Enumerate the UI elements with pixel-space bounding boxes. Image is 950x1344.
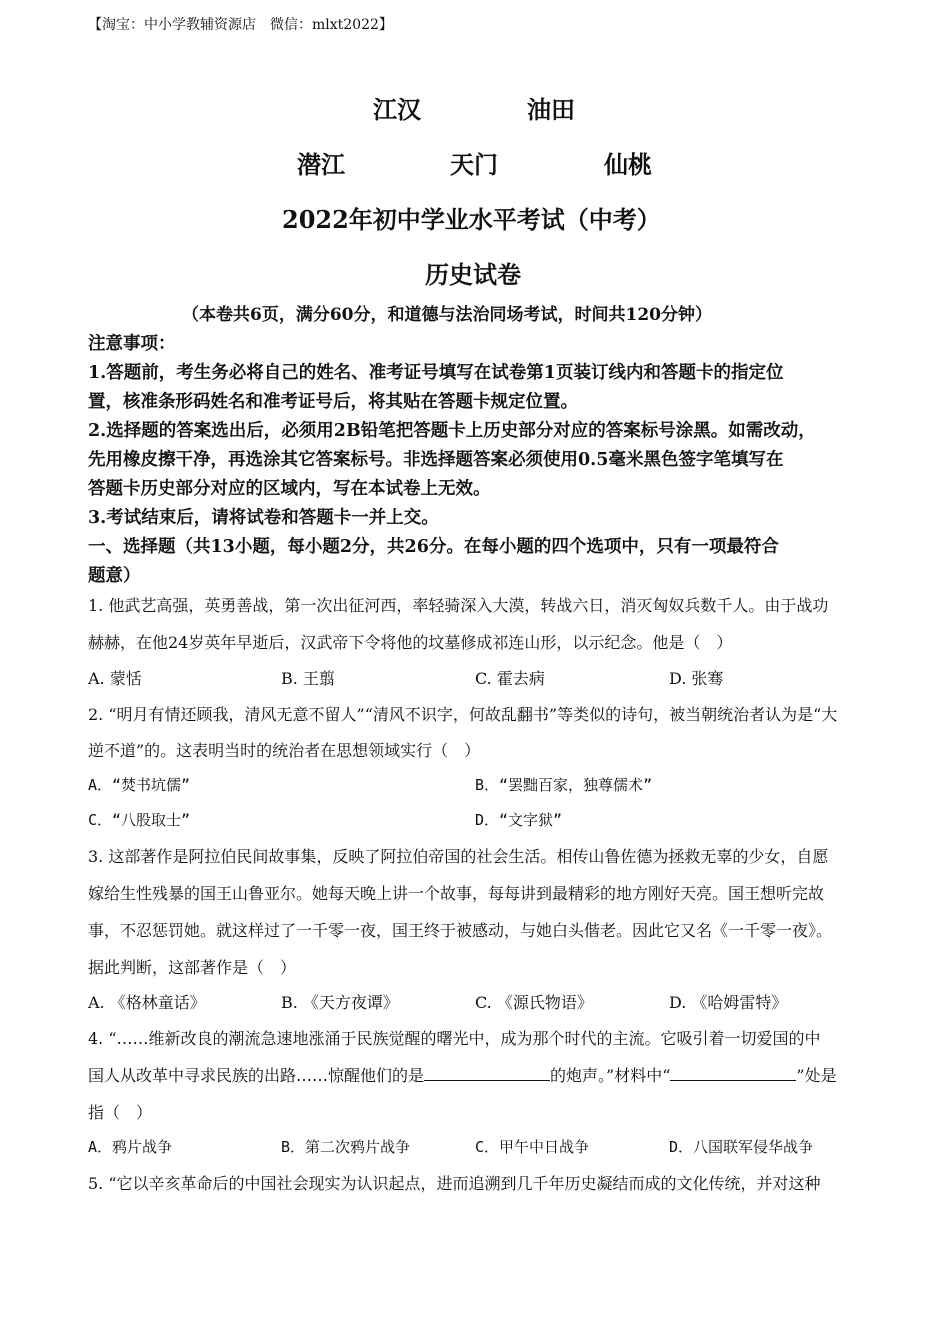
- q1-option-a: A. 蒙恬: [88, 669, 142, 688]
- section-heading-line-1: 一、选择题（共13小题，每小题2分，共26分。在每小题的四个选项中，只有一项最符合: [88, 537, 779, 557]
- notice-line-3: 2.选择题的答案选出后，必须用2B铅笔把答题卡上历史部分对应的答案标号涂黑。如需改动，: [88, 421, 816, 441]
- paper-title: 历史试卷: [425, 260, 521, 289]
- notice-heading: 注意事项：: [88, 334, 176, 354]
- section-heading-line-2: 题意）: [88, 566, 141, 586]
- q4-option-d: D．八国联军侵华战争: [669, 1138, 814, 1156]
- q1-option-c: C. 霍去病: [475, 669, 545, 688]
- q2-line-1: 2. “明月有情还顾我，清风无意不留人”“清风不识字，何故乱翻书”等类似的诗句，被当朝统治者认为是“大: [88, 705, 838, 724]
- q4-line-2-part-b: 的炮声。”材料中“: [550, 1066, 671, 1085]
- q4-line-2-part-c: ”处是: [796, 1066, 837, 1085]
- region-jianghan: 江汉: [373, 95, 421, 124]
- paper-note: （本卷共6页，满分60分，和道德与法治同场考试，时间共120分钟）: [182, 305, 712, 325]
- notice-line-2: 置，核准条形码姓名和准考证号后，将其贴在答题卡规定位置。: [88, 392, 578, 412]
- region-qianjiang: 潜江: [297, 150, 345, 179]
- q4-option-a: A．鸦片战争: [88, 1138, 173, 1156]
- q3-line-2: 嫁给生性残暴的国王山鲁亚尔。她每天晚上讲一个故事，每每讲到最精彩的地方刚好天亮。国王想听完故: [88, 884, 825, 903]
- q1-option-b: B. 王翦: [281, 669, 335, 688]
- q3-option-d: D. 《哈姆雷特》: [669, 993, 788, 1012]
- q4-blank-1: [424, 1065, 550, 1081]
- q4-blank-2: [670, 1065, 796, 1081]
- exam-title: 2022年初中学业水平考试（中考）: [282, 205, 661, 234]
- page-header: 【淘宝：中小学教辅资源店 微信：mlxt2022】: [88, 17, 393, 33]
- q2-option-b: B．“罢黜百家，独尊儒术”: [475, 776, 653, 794]
- q4-option-c: C．甲午中日战争: [475, 1138, 590, 1156]
- q3-option-c: C. 《源氏物语》: [475, 993, 593, 1012]
- q3-option-b: B. 《天方夜谭》: [281, 993, 399, 1012]
- notice-line-5: 答题卡历史部分对应的区域内，写在本试卷上无效。: [88, 479, 491, 499]
- q4-line-3: 指（ ）: [88, 1103, 153, 1122]
- region-youtian: 油田: [527, 95, 575, 124]
- q1-line-1: 1. 他武艺高强，英勇善战，第一次出征河西，率轻骑深入大漠，转战六日，消灭匈奴兵数千人。由于战功: [88, 596, 829, 615]
- q4-option-b: B．第二次鸦片战争: [281, 1138, 411, 1156]
- q1-option-d: D. 张骞: [669, 669, 724, 688]
- q3-line-1: 3. 这部著作是阿拉伯民间故事集，反映了阿拉伯帝国的社会生活。相传山鲁佐德为拯救无辜的少女，自愿: [88, 847, 829, 866]
- q2-option-c: C．“八股取士”: [88, 811, 191, 829]
- notice-line-1: 1.答题前，考生务必将自己的姓名、准考证号填写在试卷第1页装订线内和答题卡的指定位: [88, 363, 784, 383]
- region-xiantao: 仙桃: [604, 150, 652, 179]
- q3-line-4: 据此判断，这部著作是（ ）: [88, 958, 297, 977]
- q4-line-2: [88, 1063, 837, 1086]
- q1-line-2: 赫赫，在他24岁英年早逝后，汉武帝下令将他的坟墓修成祁连山形，以示纪念。他是（ ）: [88, 633, 733, 652]
- notice-line-4: 先用橡皮擦干净，再选涂其它答案标号。非选择题答案必须使用0.5毫米黑色签字笔填写在: [88, 450, 784, 470]
- q3-line-3: 事，不忍惩罚她。就这样过了一千零一夜，国王终于被感动，与她白头偕老。因此它又名《一千零一夜》。: [88, 921, 833, 940]
- q3-option-a: A. 《格林童话》: [88, 993, 206, 1012]
- q4-line-2-part-a: 国人从改革中寻求民族的出路……惊醒他们的是: [88, 1066, 425, 1085]
- q2-option-d: D．“文字狱”: [475, 811, 563, 829]
- q5-line-1: 5. “它以辛亥革命后的中国社会现实为认识起点，进而追溯到几千年历史凝结而成的文化传统，并对这种: [88, 1174, 821, 1193]
- region-tianmen: 天门: [450, 150, 498, 179]
- q2-option-a: A．“焚书坑儒”: [88, 776, 191, 794]
- notice-line-6: 3.考试结束后，请将试卷和答题卡一并上交。: [88, 508, 439, 528]
- q2-line-2: 逆不道”的。这表明当时的统治者在思想领域实行（ ）: [88, 741, 481, 760]
- q4-line-1: 4. “……维新改良的潮流急速地涨涌于民族觉醒的曙光中，成为那个时代的主流。它吸引着一切爱国的中: [88, 1029, 821, 1048]
